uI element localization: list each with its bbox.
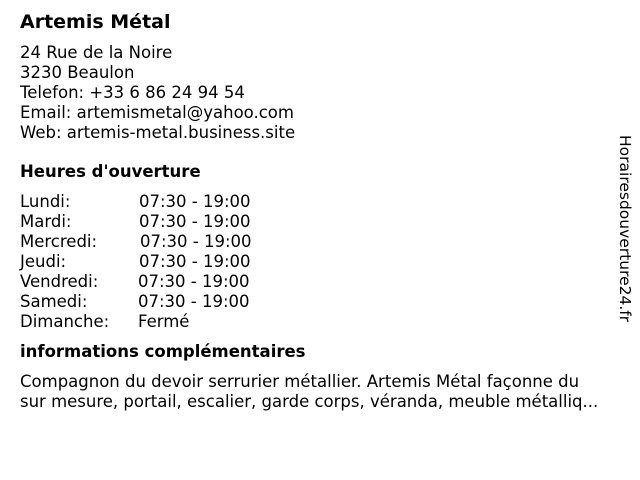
- site-watermark: [610, 135, 640, 345]
- business-name: Artemis Métal: [20, 11, 171, 33]
- day-label: Mercredi:: [20, 232, 98, 251]
- additional-info-heading: informations complémentaires: [20, 342, 306, 361]
- website-line[interactable]: Web: artemis-metal.business.site: [20, 123, 296, 142]
- day-label: Samedi:: [20, 292, 88, 311]
- hours-row-vendredi: [20, 272, 632, 292]
- day-label: Lundi:: [20, 192, 71, 211]
- day-label: Dimanche:: [20, 312, 110, 331]
- time-value: 07:30 - 19:00: [139, 212, 251, 231]
- day-label: Vendredi:: [20, 272, 99, 291]
- time-value: 07:30 - 19:00: [139, 192, 251, 211]
- day-label: Mardi:: [20, 212, 72, 231]
- address-city: 3230 Beaulon: [20, 63, 135, 82]
- description-text: [20, 372, 632, 412]
- time-value: 07:30 - 19:00: [138, 292, 250, 311]
- email-line[interactable]: Email: artemismetal@yahoo.com: [20, 103, 294, 122]
- business-card: [20, 9, 632, 412]
- hours-row-mercredi: [20, 232, 632, 252]
- day-label: Jeudi:: [20, 252, 67, 271]
- contact-block: [20, 43, 632, 143]
- hours-row-dimanche: [20, 312, 632, 332]
- hours-row-samedi: [20, 292, 632, 312]
- time-value: 07:30 - 19:00: [140, 232, 252, 251]
- description-line-1: Compagnon du devoir serrurier métallier. Artemis Métal façonne du: [20, 372, 580, 391]
- time-value: Fermé: [138, 312, 190, 331]
- watermark-text: Horairesdouverture24.fr: [616, 135, 634, 323]
- opening-hours-table: [20, 192, 632, 332]
- hours-row-mardi: [20, 212, 632, 232]
- time-value: 07:30 - 19:00: [138, 272, 250, 291]
- hours-row-lundi: [20, 192, 632, 212]
- opening-hours-heading: Heures d'ouverture: [20, 162, 201, 181]
- phone-line[interactable]: Telefon: +33 6 86 24 94 54: [20, 83, 245, 102]
- address-street: 24 Rue de la Noire: [20, 43, 173, 62]
- time-value: 07:30 - 19:00: [139, 252, 251, 271]
- hours-row-jeudi: [20, 252, 632, 272]
- description-line-2: sur mesure, portail, escalier, garde corps, véranda, meuble métalliq...: [20, 392, 599, 411]
